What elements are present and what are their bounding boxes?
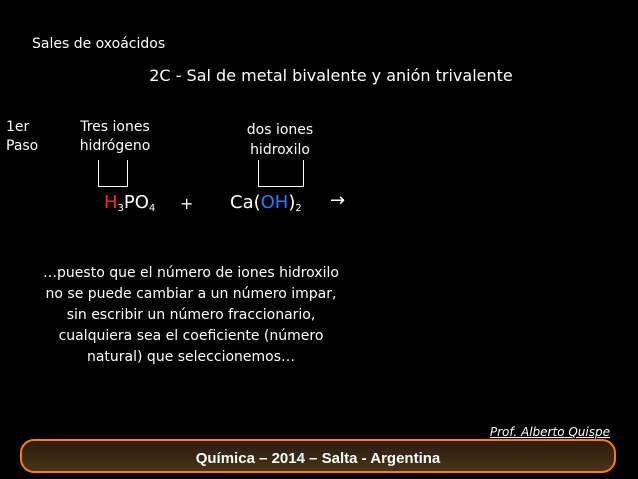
hydroxyl-bracket [258,160,304,187]
author-credit: Prof. Alberto Quispe [489,425,610,439]
step-label [6,118,38,156]
base-formula [230,192,302,214]
acid-hydrogen-subscript: 3 [117,203,124,214]
hydrogen-bracket [98,160,128,187]
explanation-note: …puesto que el número de iones hidroxilo no se puede cambiar a un número impar, sin escribir un número fraccionario, cualquiera sea el coeficiente (número natural) que seleccionemos… [43,265,339,365]
base-close-paren: ) [288,192,296,213]
footer-banner [20,439,616,473]
base-metal: Ca( [230,192,261,213]
hydrogen-label-line-2: hidrógeno [79,138,151,154]
hydroxyl-ions-label [228,120,332,160]
slide-subtitle: 2C - Sal de metal bivalente y anión trivalente [149,66,513,85]
step-line-2: Paso [6,138,39,154]
slide-topic: Sales de oxoácidos [32,36,166,52]
base-subscript: 2 [295,203,302,214]
footer-text: Química – 2014 – Salta - Argentina [195,450,441,467]
plus-sign: + [180,194,194,213]
base-hydroxyl: OH [260,192,289,213]
acid-hydrogen: H [104,192,118,213]
hydroxyl-label-line-2: hidroxilo [250,142,310,158]
acid-anion: PO [123,192,149,213]
hydrogen-ions-label [60,118,170,156]
hydrogen-label-line-1: Tres iones [80,119,150,135]
step-line-1: 1er [6,119,30,135]
hydroxyl-label-line-1: dos iones [246,122,314,138]
acid-anion-subscript: 4 [148,203,156,214]
reaction-arrow-icon: → [330,190,346,211]
acid-formula [104,192,155,214]
